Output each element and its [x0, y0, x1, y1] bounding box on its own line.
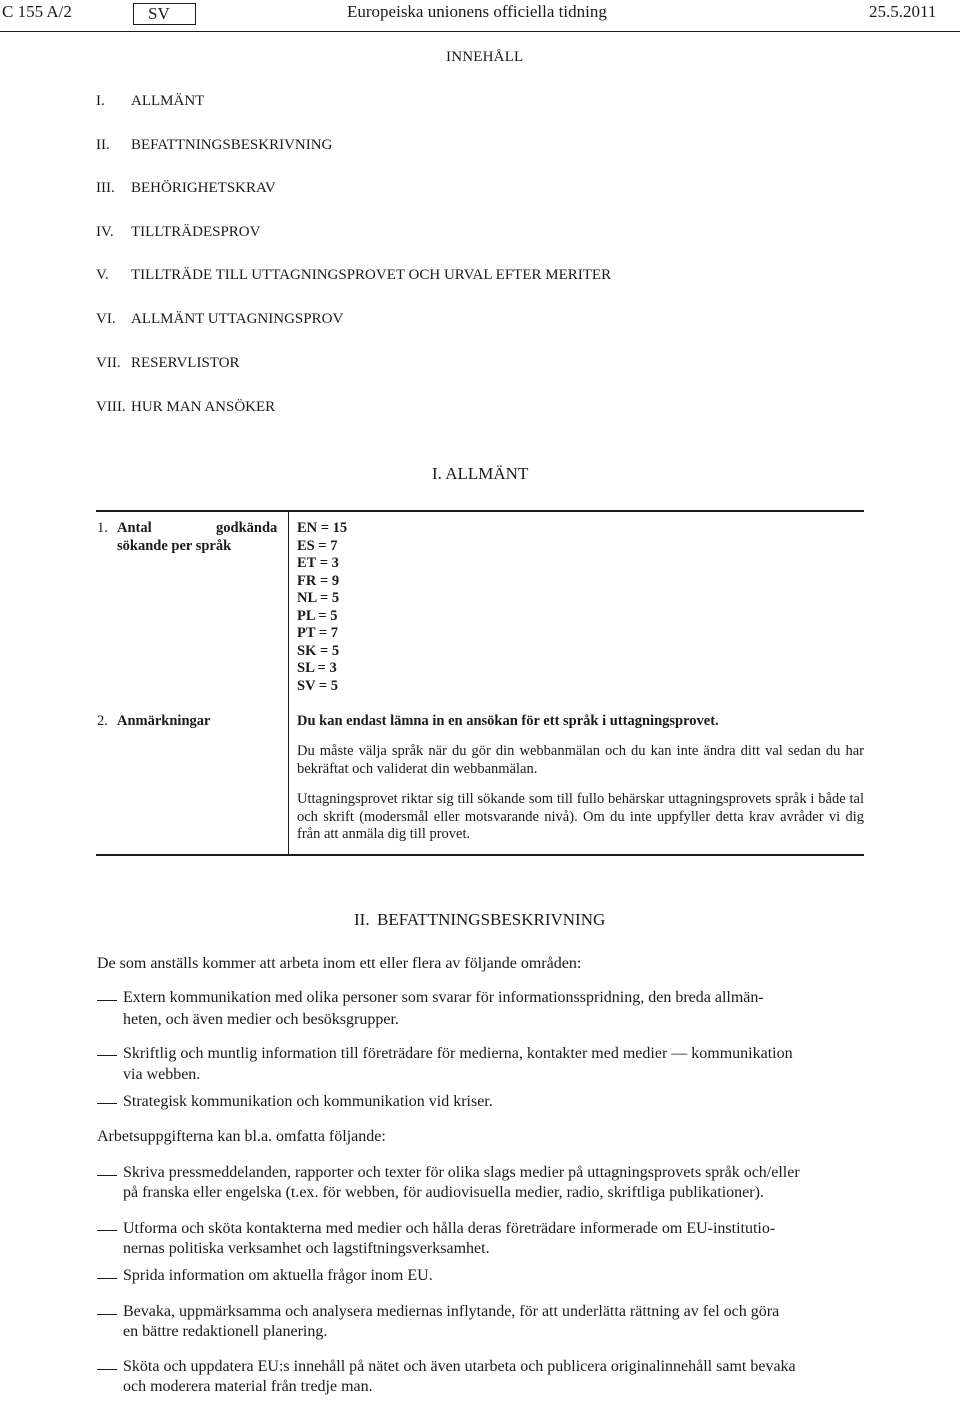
list-dash: [97, 1055, 117, 1056]
language-quota: SV = 5: [297, 678, 339, 694]
language-quota: FR = 9: [297, 573, 340, 589]
toc-item-text: BEHÖRIGHETSKRAV: [131, 180, 276, 196]
row-number: 1.: [97, 520, 108, 536]
list-item-line: heten, och även medier och besöksgrupper.: [123, 1011, 399, 1028]
list-dash: [97, 1000, 117, 1001]
toc-item-text: TILLTRÄDESPROV: [131, 224, 261, 240]
table-bottom-rule: [96, 854, 864, 856]
list-item-line: via webben.: [123, 1066, 201, 1083]
toc-item-text: TILLTRÄDE TILL UTTAGNINGSPROVET OCH URVAL EFTER MERITER: [131, 267, 612, 283]
toc-item-number: V.: [96, 267, 109, 283]
toc-item-number: VI.: [96, 311, 116, 327]
list-dash: [97, 1230, 117, 1231]
language-quota: ES = 7: [297, 538, 338, 554]
areas-intro: De som anställs kommer att arbeta inom ett eller flera av följande områden:: [97, 955, 582, 972]
page-reference: C 155 A/2: [2, 2, 72, 21]
language-quota: ET = 3: [297, 555, 339, 571]
remark-paragraph: Du måste välja språk när du gör din webbanmälan och du kan inte ändra ditt val sedan du har bekräftat och validerat din webbanmälan.: [297, 743, 864, 777]
list-item-line: Skriftlig och muntlig information till företrädare för medierna, kontakter med medier — kommunikation: [123, 1045, 793, 1062]
list-item-line: på franska eller engelska (t.ex. för webben, för audiovisuella medier, radio, skriftliga publikationer).: [123, 1184, 764, 1201]
list-item-line: Utforma och sköta kontakterna med medier och hålla deras företrädare informerade om EU-institutio-: [123, 1220, 776, 1237]
list-item-line: och moderera material från tredje man.: [123, 1378, 373, 1395]
toc-item-text: HUR MAN ANSÖKER: [131, 399, 276, 415]
publication-date: 25.5.2011: [869, 2, 937, 21]
remark-paragraph: Uttagningsprovet riktar sig till sökande som till fullo behärskar uttagningsprovets språk i både tal och skrift (modersmål eller motsvarande nivå). Om du inte uppfyller detta krav avråder vi dig från att anmäla dig till provet.: [297, 791, 864, 842]
list-item-line: en bättre redaktionell planering.: [123, 1323, 328, 1340]
language-quota: EN = 15: [297, 520, 348, 536]
language-quota: SK = 5: [297, 643, 340, 659]
list-item-line: nernas politiska verksamhet och lagstiftningsverksamhet.: [123, 1240, 490, 1257]
language-quota: PL = 5: [297, 608, 338, 624]
remark-bold: Du kan endast lämna in en ansökan för ett språk i uttagningsprovet.: [297, 713, 719, 729]
list-dash: [97, 1103, 117, 1104]
list-item-line: Skriva pressmeddelanden, rapporter och texter för olika slags medier på uttagningsprovets språk och/eller: [123, 1164, 800, 1181]
row-label: Antal: [117, 520, 152, 536]
toc-item-number: VIII.: [96, 399, 126, 415]
list-item-line: Strategisk kommunikation och kommunikation vid kriser.: [123, 1093, 493, 1110]
toc-item-number: IV.: [96, 224, 114, 240]
row-label: godkända: [216, 520, 278, 536]
toc-item-text: RESERVLISTOR: [131, 355, 240, 371]
language-quota: NL = 5: [297, 590, 340, 606]
list-dash: [97, 1314, 117, 1315]
language-quota: PT = 7: [297, 625, 339, 641]
toc-item-text: BEFATTNINGSBESKRIVNING: [131, 137, 333, 153]
toc-item-number: I.: [96, 93, 105, 109]
table-top-rule: [96, 510, 864, 512]
language-code: SV: [148, 4, 170, 23]
table-column-divider: [288, 510, 289, 856]
list-dash: [97, 1278, 117, 1279]
language-quota: SL = 3: [297, 660, 337, 676]
toc-item-number: III.: [96, 180, 115, 196]
list-item-line: Sköta och uppdatera EU:s innehåll på nätet och även utarbeta och publicera originalinnehåll samt bevaka: [123, 1358, 796, 1375]
list-item-line: Bevaka, uppmärksamma och analysera mediernas inflytande, för att underlätta rättning av fel och göra: [123, 1303, 780, 1320]
row-label: sökande per språk: [117, 538, 232, 554]
journal-title: Europeiska unionens officiella tidning: [347, 2, 607, 21]
toc-item-number: VII.: [96, 355, 121, 371]
section-2-heading: BEFATTNINGSBESKRIVNING: [377, 910, 606, 929]
section-2-number: II.: [354, 910, 370, 929]
toc-item-number: II.: [96, 137, 110, 153]
list-item-line: Extern kommunikation med olika personer som svarar för informationsspridning, den breda allmän-: [123, 989, 764, 1006]
row-number: 2.: [97, 713, 108, 729]
toc-title: INNEHÅLL: [446, 49, 524, 65]
toc-item-text: ALLMÄNT UTTAGNINGSPROV: [131, 311, 344, 327]
tasks-intro: Arbetsuppgifterna kan bl.a. omfatta följande:: [97, 1128, 386, 1145]
toc-item-text: ALLMÄNT: [131, 93, 205, 109]
row-label: Anmärkningar: [117, 713, 211, 729]
language-code-box: [133, 3, 196, 25]
list-dash: [97, 1369, 117, 1370]
list-dash: [97, 1175, 117, 1176]
list-item-line: Sprida information om aktuella frågor inom EU.: [123, 1267, 433, 1284]
section-1-heading: I. ALLMÄNT: [432, 464, 529, 483]
header-rule: [0, 31, 960, 32]
